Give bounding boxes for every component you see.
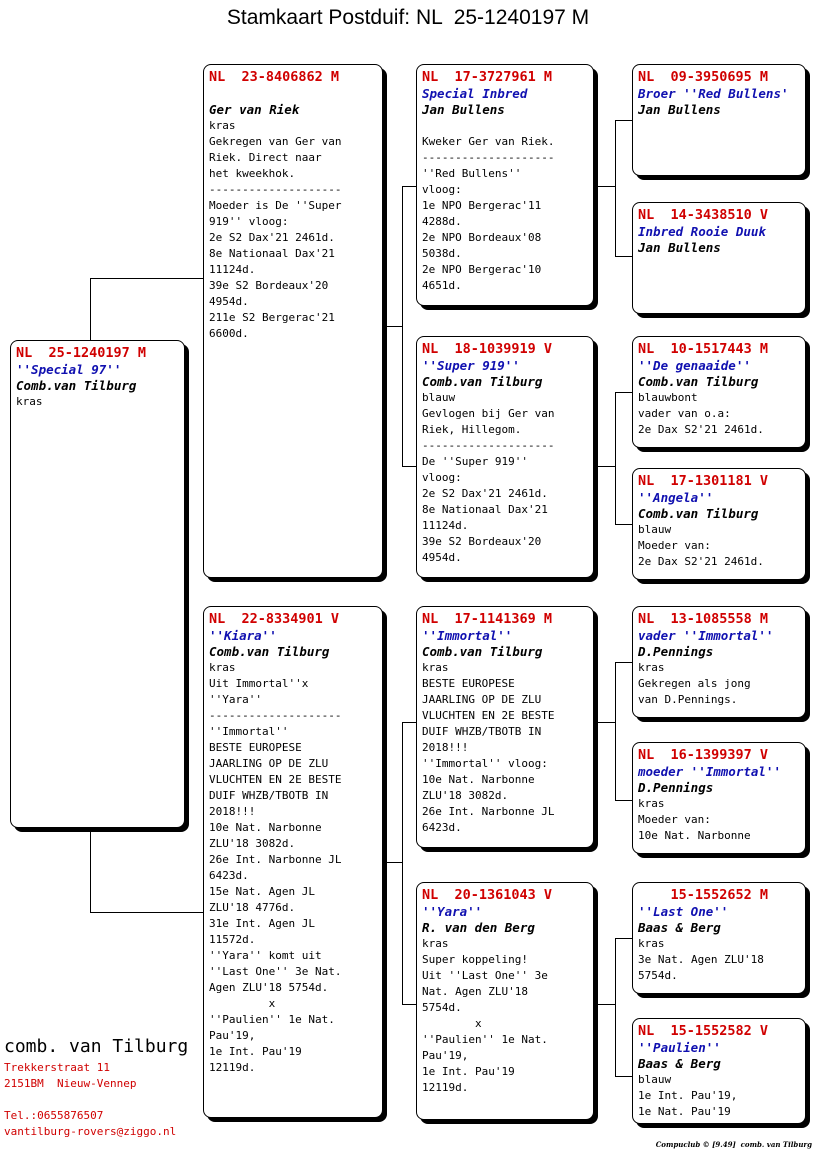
ring-number: 15-1552652 M [638, 887, 769, 903]
connector-line [615, 120, 632, 121]
connector-line [615, 662, 632, 663]
pigeon-notes: Moeder van: 2e Dax S2'21 2461d. [638, 539, 764, 568]
pigeon-name: moeder ''Immortal'' [638, 764, 781, 779]
pigeon-name: ''Super 919'' [422, 358, 520, 373]
connector-line [594, 186, 616, 187]
club-name: comb. van Tilburg [4, 1036, 189, 1057]
ring-number: NL 17-1301181 V [638, 473, 769, 489]
pigeon-color: blauwbont [638, 391, 698, 404]
pigeon-card-mm[interactable] [416, 882, 594, 1120]
pigeon-card-ffm[interactable] [632, 202, 806, 314]
owner-name: Comb.van Tilburg [638, 374, 759, 389]
connector-line [383, 326, 403, 327]
pigeon-card-mff[interactable] [632, 606, 806, 718]
connector-line [383, 862, 403, 863]
connector-line [90, 278, 91, 340]
pigeon-name: ''Yara'' [422, 904, 483, 919]
owner-name: D.Pennings [638, 644, 714, 659]
owner-name: Baas & Berg [638, 920, 721, 935]
pigeon-notes: Uit Immortal''x ''Yara'' -------------------- ''Immortal'' BESTE EUROPESE JAARLING OP DE ZLU VLUCHTEN EN 2E BESTE DUIF WHZB/TBOTB IN 2018!!! 10e Nat. Narbonne ZLU'18 3082d. 26e Int. Narbonne JL 6423d. 15e Nat. Agen JL ZLU'18 4776d. 31e Int. Agen JL 11572d. ''Yara'' komt uit ''Last One'' 3e Nat. Agen ZLU'18 5754d. x ''Paulien'' 1e Nat. Pau'19, 1e Int. Pau'19 12119d. [209, 677, 342, 1074]
connector-line [90, 912, 204, 913]
connector-line [594, 722, 616, 723]
club-city: 2151BM Nieuw-Vennep [4, 1077, 137, 1090]
owner-name: Comb.van Tilburg [422, 374, 543, 389]
pigeon-name: ''Immortal'' [422, 628, 513, 643]
pigeon-name: ''De genaaide'' [638, 358, 751, 373]
pigeon-notes: Moeder van: 10e Nat. Narbonne [638, 813, 751, 842]
pigeon-notes: BESTE EUROPESE JAARLING OP DE ZLU VLUCHTEN EN 2E BESTE DUIF WHZB/TBOTB IN 2018!!! ''Immortal'' vloog: 10e Nat. Narbonne ZLU'18 3082d. 26e Int. Narbonne JL 6423d. [422, 677, 555, 834]
pigeon-card-ff[interactable] [416, 64, 594, 306]
pigeon-card-father[interactable] [203, 64, 383, 578]
pigeon-color: kras [209, 661, 236, 674]
pigeon-color: kras [209, 119, 236, 132]
pigeon-color: blauw [422, 391, 456, 404]
owner-name: Comb.van Tilburg [209, 644, 330, 659]
owner-name: Baas & Berg [638, 1056, 721, 1071]
ring-number: NL 20-1361043 V [422, 887, 553, 903]
pigeon-notes: vader van o.a: 2e Dax S2'21 2461d. [638, 407, 764, 436]
owner-name: Jan Bullens [422, 102, 505, 117]
pigeon-color: kras [638, 661, 665, 674]
pigeon-color: blauw [638, 523, 672, 536]
connector-line [615, 662, 616, 800]
owner-name: Comb.van Tilburg [16, 378, 137, 393]
connector-line [402, 186, 416, 187]
owner-name: D.Pennings [638, 780, 714, 795]
club-street: Trekkerstraat 11 [4, 1061, 110, 1074]
pigeon-card-mmm[interactable] [632, 1018, 806, 1124]
pigeon-name [209, 86, 377, 102]
pigeon-name: ''Kiara'' [209, 628, 277, 643]
pigeon-color: blauw [638, 1073, 672, 1086]
pigeon-card-subject[interactable] [10, 340, 185, 828]
connector-line [402, 1004, 416, 1005]
connector-line [615, 392, 616, 524]
owner-name: Comb.van Tilburg [422, 644, 543, 659]
connector-line [402, 466, 416, 467]
pigeon-name: ''Special 97'' [16, 362, 122, 377]
ring-number: NL 09-3950695 M [638, 69, 769, 85]
pigeon-name: Inbred Rooie Duuk [638, 224, 766, 239]
pigeon-card-fff[interactable] [632, 64, 806, 176]
ring-number: NL 17-1141369 M [422, 611, 553, 627]
connector-line [90, 828, 91, 912]
ring-number: NL 18-1039919 V [422, 341, 553, 357]
connector-line [402, 722, 416, 723]
ring-number: NL 10-1517443 M [638, 341, 769, 357]
connector-line [615, 938, 632, 939]
pigeon-notes: Kweker Ger van Riek. -------------------- ''Red Bullens'' vloog: 1e NPO Bergerac'11 4288d. 2e NPO Bordeaux'08 5038d. 2e NPO Bergerac'10 4651d. [422, 135, 555, 292]
ring-number: NL 14-3438510 V [638, 207, 769, 223]
connector-line [615, 256, 632, 257]
footer-credit: Compuclub © [9.49] comb. van Tilburg [655, 1140, 812, 1149]
connector-line [615, 1076, 632, 1077]
ring-number: NL 16-1399397 V [638, 747, 769, 763]
pigeon-card-mf[interactable] [416, 606, 594, 848]
connector-line [594, 1004, 616, 1005]
pigeon-name: ''Last One'' [638, 904, 729, 919]
owner-name: Comb.van Tilburg [638, 506, 759, 521]
connector-line [90, 278, 204, 279]
connector-line [402, 722, 403, 1004]
ring-number: NL 13-1085558 M [638, 611, 769, 627]
connector-line [615, 392, 632, 393]
pigeon-color [422, 118, 588, 134]
pigeon-color: kras [638, 937, 665, 950]
pigeon-card-mfm[interactable] [632, 742, 806, 854]
owner-name: Jan Bullens [638, 102, 721, 117]
club-email[interactable]: vantilburg-rovers@ziggo.nl [4, 1125, 177, 1138]
pigeon-name: Broer ''Red Bullens' [638, 86, 789, 101]
ring-number: NL 23-8406862 M [209, 69, 340, 85]
pigeon-name: vader ''Immortal'' [638, 628, 774, 643]
pigeon-card-mother[interactable] [203, 606, 383, 1118]
pigeon-name: ''Paulien'' [638, 1040, 721, 1055]
connector-line [615, 524, 632, 525]
pigeon-name: Special Inbred [422, 86, 528, 101]
pigeon-card-fmm[interactable] [632, 468, 806, 580]
pigeon-notes: Gekregen van Ger van Riek. Direct naar het kweekhok. -------------------- Moeder is De ''Super 919'' vloog: 2e S2 Dax'21 2461d. 8e Nationaal Dax'21 11124d. 39e S2 Bordeaux'20 4954d. 211e S2 Bergerac'21 6600d. [209, 135, 342, 340]
ring-number: NL 22-8334901 V [209, 611, 340, 627]
owner-name: Jan Bullens [638, 240, 721, 255]
pigeon-color: kras [638, 797, 665, 810]
ring-number: NL 25-1240197 M [16, 345, 147, 361]
club-phone: Tel.:0655876507 [4, 1109, 104, 1122]
connector-line [615, 938, 616, 1076]
ring-number: NL 17-3727961 M [422, 69, 553, 85]
pigeon-notes: 3e Nat. Agen ZLU'18 5754d. [638, 953, 764, 982]
pigeon-card-fm[interactable] [416, 336, 594, 578]
connector-line [615, 800, 632, 801]
pigeon-notes: Gekregen als jong van D.Pennings. [638, 677, 751, 706]
owner-name: R. van den Berg [422, 920, 535, 935]
pigeon-color: kras [422, 937, 449, 950]
connector-line [594, 466, 616, 467]
pigeon-color: kras [422, 661, 449, 674]
pigeon-notes: Super koppeling! Uit ''Last One'' 3e Nat. Agen ZLU'18 5754d. x ''Paulien'' 1e Nat. Pau'19, 1e Int. Pau'19 12119d. [422, 953, 548, 1094]
pigeon-notes: 1e Int. Pau'19, 1e Nat. Pau'19 [638, 1089, 738, 1118]
pigeon-notes: Gevlogen bij Ger van Riek, Hillegom. -------------------- De ''Super 919'' vloog: 2e S2 Dax'21 2461d. 8e Nationaal Dax'21 11124d. 39e S2 Bordeaux'20 4954d. [422, 407, 555, 564]
pigeon-name: ''Angela'' [638, 490, 714, 505]
page-title: Stamkaart Postduif: NL 25-1240197 M [226, 6, 590, 29]
pigeon-card-fmf[interactable] [632, 336, 806, 448]
connector-line [615, 120, 616, 256]
owner-name: Ger van Riek [209, 102, 300, 117]
ring-number: NL 15-1552582 V [638, 1023, 769, 1039]
pigeon-color: kras [16, 395, 43, 408]
pigeon-card-mmf[interactable] [632, 882, 806, 994]
